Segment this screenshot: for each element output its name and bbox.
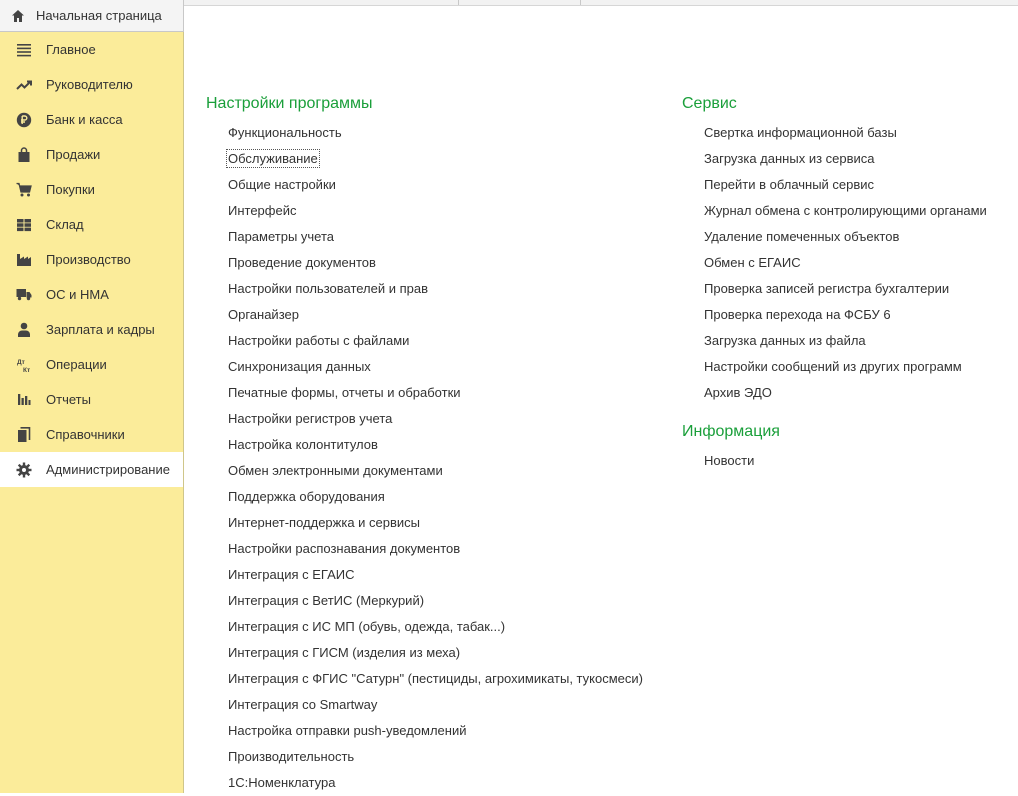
home-icon	[11, 9, 25, 23]
service-link-label: Архив ЭДО	[704, 385, 772, 400]
sidebar-item-label: Продажи	[46, 147, 101, 162]
svg-text:Кт: Кт	[23, 366, 31, 373]
service-link-label: Свертка информационной базы	[704, 125, 897, 140]
settings-link-label: Настройки пользователей и прав	[228, 281, 429, 296]
service-link[interactable]	[682, 380, 988, 406]
settings-link-label: Интеграция со Smartway	[228, 697, 378, 712]
sidebar-item-label: Покупки	[46, 182, 95, 197]
factory-icon	[16, 252, 32, 268]
sidebar-item-label: Главное	[46, 42, 96, 57]
info-link-label: Новости	[704, 453, 755, 468]
settings-link-label: Обслуживание	[228, 151, 318, 166]
settings-link-label: Синхронизация данных	[228, 359, 371, 374]
sidebar-item-label: Справочники	[46, 427, 125, 442]
sidebar-item-production[interactable]	[0, 242, 183, 277]
settings-link-label: Интеграция с ЕГАИС	[228, 567, 355, 582]
sidebar-item-manager[interactable]	[0, 67, 183, 102]
settings-link-label: Проведение документов	[228, 255, 376, 270]
settings-link[interactable]	[206, 120, 644, 146]
settings-link-label: Обмен электронными документами	[228, 463, 443, 478]
sidebar-item-label: Администрирование	[46, 462, 170, 477]
ruble-icon	[16, 112, 32, 128]
settings-link[interactable]	[206, 250, 644, 276]
sidebar-item-reports[interactable]	[0, 382, 183, 417]
svg-text:Дт: Дт	[17, 358, 25, 366]
info-link[interactable]	[682, 448, 988, 474]
settings-column	[206, 94, 644, 796]
truck-icon	[16, 287, 32, 303]
settings-link-label: Настройка отправки push-уведомлений	[228, 723, 467, 738]
service-link-label: Загрузка данных из сервиса	[704, 151, 875, 166]
settings-link-label: Настройки распознавания документов	[228, 541, 461, 556]
bar-chart-icon	[16, 392, 32, 408]
service-link-label: Перейти в облачный сервис	[704, 177, 875, 192]
settings-link-label: Функциональность	[228, 125, 342, 140]
sidebar-item-operations[interactable]	[0, 347, 183, 382]
sidebar-item-warehouse[interactable]	[0, 207, 183, 242]
service-link-label: Загрузка данных из файла	[704, 333, 866, 348]
settings-link[interactable]	[206, 172, 644, 198]
settings-link[interactable]	[206, 718, 644, 744]
sidebar-item-label: Операции	[46, 357, 107, 372]
books-icon	[16, 427, 32, 443]
settings-link[interactable]	[206, 380, 644, 406]
trend-icon	[16, 77, 32, 93]
service-link[interactable]	[682, 276, 988, 302]
service-link[interactable]	[682, 198, 988, 224]
settings-link[interactable]	[206, 406, 644, 432]
sidebar-item-purchases[interactable]	[0, 172, 183, 207]
sidebar-item-label: ОС и НМА	[46, 287, 109, 302]
settings-link[interactable]	[206, 692, 644, 718]
shopping-bag-icon	[16, 147, 32, 163]
settings-link[interactable]	[206, 484, 644, 510]
settings-link[interactable]	[206, 562, 644, 588]
service-column	[682, 94, 988, 474]
sidebar-item-sales[interactable]	[0, 137, 183, 172]
service-link-label: Удаление помеченных объектов	[704, 229, 900, 244]
settings-link[interactable]	[206, 354, 644, 380]
settings-link-label: Параметры учета	[228, 229, 335, 244]
service-link[interactable]	[682, 224, 988, 250]
menu-lines-icon	[16, 42, 32, 58]
settings-link[interactable]	[206, 744, 644, 770]
service-section-title: Сервис	[682, 95, 737, 112]
service-link-label: Журнал обмена с контролирующими органами	[704, 203, 987, 218]
settings-link-label: Настройка колонтитулов	[228, 437, 378, 452]
gear-icon	[16, 462, 32, 478]
settings-link-label: 1С:Номенклатура	[228, 775, 336, 790]
settings-link-label: Настройки регистров учета	[228, 411, 393, 426]
service-link-label: Проверка перехода на ФСБУ 6	[704, 307, 891, 322]
service-link-label: Обмен с ЕГАИС	[704, 255, 801, 270]
settings-link[interactable]	[206, 770, 644, 796]
settings-link-label: Общие настройки	[228, 177, 336, 192]
service-link[interactable]	[682, 172, 988, 198]
cart-icon	[16, 182, 32, 198]
sidebar-item-label: Руководителю	[46, 77, 133, 92]
sidebar-item-label: Склад	[46, 217, 84, 232]
settings-link[interactable]	[206, 614, 644, 640]
service-link[interactable]	[682, 120, 988, 146]
sidebar-item-label: Банк и касса	[46, 112, 123, 127]
sidebar-item-main[interactable]	[0, 32, 183, 67]
sidebar-item-bank[interactable]	[0, 102, 183, 137]
settings-link[interactable]	[206, 224, 644, 250]
service-link-label: Настройки сообщений из других программ	[704, 359, 962, 374]
debit-credit-icon	[16, 357, 32, 373]
settings-link-label: Печатные формы, отчеты и обработки	[228, 385, 461, 400]
home-tab-label: Начальная страница	[36, 8, 162, 23]
sidebar	[0, 32, 184, 793]
settings-link[interactable]	[206, 536, 644, 562]
sidebar-item-assets[interactable]	[0, 277, 183, 312]
sidebar-item-directories[interactable]	[0, 417, 183, 452]
settings-link-label: Интеграция с ИС МП (обувь, одежда, табак...)	[228, 619, 506, 634]
sidebar-item-salary[interactable]	[0, 312, 183, 347]
sidebar-item-administration[interactable]	[0, 452, 183, 487]
settings-link-label: Интернет-поддержка и сервисы	[228, 515, 421, 530]
settings-section-title: Настройки программы	[206, 95, 373, 112]
settings-link-label: Интеграция с ВетИС (Меркурий)	[228, 593, 425, 608]
settings-link[interactable]	[206, 302, 644, 328]
settings-link[interactable]	[206, 510, 644, 536]
service-link[interactable]	[682, 302, 988, 328]
main-content	[185, 6, 1018, 793]
warehouse-grid-icon	[16, 217, 32, 233]
service-link[interactable]	[682, 250, 988, 276]
settings-link[interactable]	[206, 146, 644, 172]
settings-link[interactable]	[206, 432, 644, 458]
settings-link[interactable]	[206, 588, 644, 614]
settings-link-label: Интеграция с ФГИС "Сатурн" (пестициды, агрохимикаты, тукосмеси)	[228, 671, 643, 686]
service-link-label: Проверка записей регистра бухгалтерии	[704, 281, 950, 296]
settings-link[interactable]	[206, 328, 644, 354]
settings-link-label: Интеграция с ГИСМ (изделия из меха)	[228, 645, 461, 660]
settings-link-label: Настройки работы с файлами	[228, 333, 410, 348]
settings-link[interactable]	[206, 276, 644, 302]
home-tab[interactable]	[0, 0, 184, 32]
settings-link-label: Поддержка оборудования	[228, 489, 385, 504]
settings-link[interactable]	[206, 198, 644, 224]
settings-link-label: Производительность	[228, 749, 355, 764]
info-section-title: Информация	[682, 423, 780, 440]
settings-link[interactable]	[206, 666, 644, 692]
settings-link[interactable]	[206, 458, 644, 484]
service-link[interactable]	[682, 328, 988, 354]
settings-link[interactable]	[206, 640, 644, 666]
settings-link-label: Интерфейс	[228, 203, 297, 218]
sidebar-item-label: Отчеты	[46, 392, 91, 407]
sidebar-item-label: Производство	[46, 252, 131, 267]
service-link[interactable]	[682, 354, 988, 380]
sidebar-item-label: Зарплата и кадры	[46, 322, 155, 337]
service-link[interactable]	[682, 146, 988, 172]
settings-link-label: Органайзер	[228, 307, 299, 322]
person-icon	[16, 322, 32, 338]
